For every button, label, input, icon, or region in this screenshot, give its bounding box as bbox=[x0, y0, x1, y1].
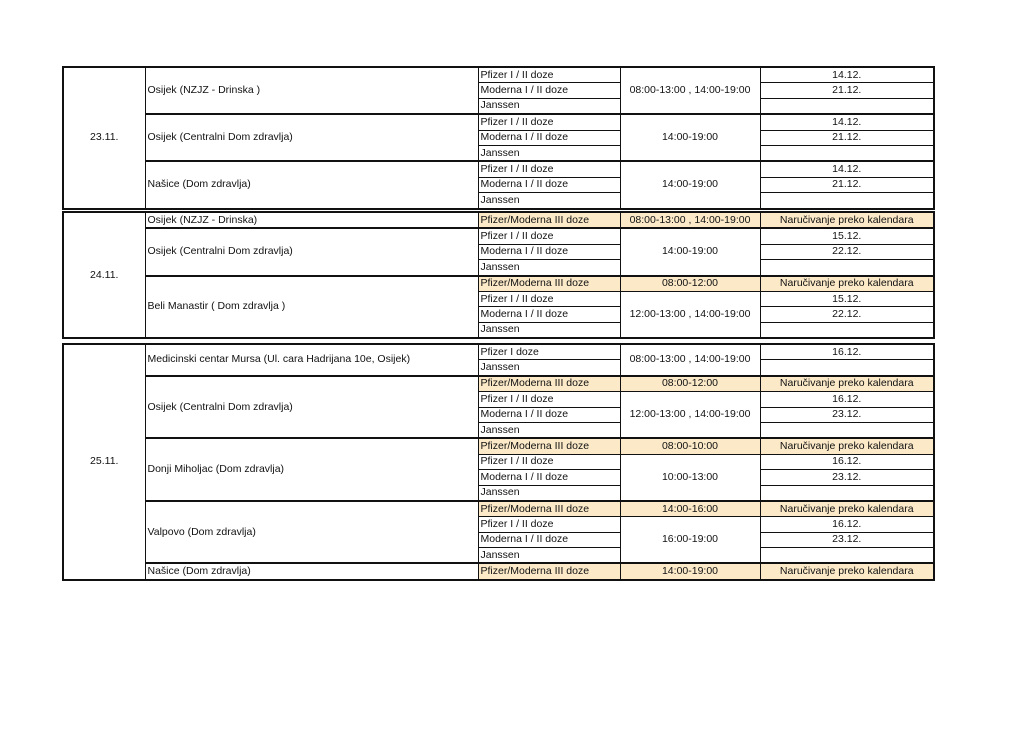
vaccine-cell: Janssen bbox=[478, 360, 620, 376]
time-cell: 12:00-13:00 , 14:00-19:00 bbox=[620, 291, 760, 338]
time-cell: 08:00-12:00 bbox=[620, 276, 760, 292]
second-dose-cell: 23.12. bbox=[760, 407, 934, 422]
location-cell: Valpovo (Dom zdravlja) bbox=[145, 501, 478, 564]
schedule-table-day-3 bbox=[62, 343, 935, 581]
table-row bbox=[63, 438, 934, 454]
table-row bbox=[63, 228, 934, 244]
vaccine-cell: Janssen bbox=[478, 98, 620, 114]
second-dose-cell bbox=[760, 98, 934, 114]
time-cell: 14:00-19:00 bbox=[620, 161, 760, 208]
table-row bbox=[63, 67, 934, 83]
vaccine-cell: Moderna I / II doze bbox=[478, 470, 620, 485]
location-cell: Osijek (Centralni Dom zdravlja) bbox=[145, 228, 478, 275]
second-dose-cell bbox=[760, 548, 934, 564]
vaccine-cell: Pfizer I / II doze bbox=[478, 392, 620, 407]
table-row bbox=[63, 161, 934, 177]
location-cell: Našice (Dom zdravlja) bbox=[145, 161, 478, 208]
vaccine-cell: Pfizer I / II doze bbox=[478, 517, 620, 532]
time-cell: 08:00-13:00 , 14:00-19:00 bbox=[620, 67, 760, 114]
table-row bbox=[63, 376, 934, 392]
second-dose-cell: 22.12. bbox=[760, 244, 934, 259]
second-dose-cell: 23.12. bbox=[760, 470, 934, 485]
second-dose-cell bbox=[760, 422, 934, 438]
location-cell: Osijek (Centralni Dom zdravlja) bbox=[145, 114, 478, 161]
date-cell: 23.11. bbox=[63, 67, 145, 209]
location-cell: Našice (Dom zdravlja) bbox=[145, 563, 478, 579]
vaccine-cell: Pfizer I / II doze bbox=[478, 114, 620, 130]
location-cell: Donji Miholjac (Dom zdravlja) bbox=[145, 438, 478, 501]
vaccine-cell: Moderna I / II doze bbox=[478, 83, 620, 98]
second-dose-cell: 14.12. bbox=[760, 114, 934, 130]
second-dose-cell: 21.12. bbox=[760, 177, 934, 192]
second-dose-cell: 21.12. bbox=[760, 130, 934, 145]
vaccine-cell: Janssen bbox=[478, 322, 620, 338]
second-dose-cell: 21.12. bbox=[760, 83, 934, 98]
second-dose-cell: 15.12. bbox=[760, 228, 934, 244]
vaccine-cell: Pfizer/Moderna III doze bbox=[478, 376, 620, 392]
second-dose-cell: Naručivanje preko kalendara bbox=[760, 438, 934, 454]
vaccine-cell: Pfizer/Moderna III doze bbox=[478, 501, 620, 517]
table-row bbox=[63, 212, 934, 228]
vaccine-cell: Moderna I / II doze bbox=[478, 532, 620, 547]
vaccine-cell: Pfizer I doze bbox=[478, 344, 620, 360]
second-dose-cell: Naručivanje preko kalendara bbox=[760, 276, 934, 292]
location-cell: Osijek (Centralni Dom zdravlja) bbox=[145, 376, 478, 439]
vaccine-cell: Janssen bbox=[478, 485, 620, 501]
vaccine-cell: Janssen bbox=[478, 193, 620, 209]
second-dose-cell bbox=[760, 193, 934, 209]
second-dose-cell bbox=[760, 322, 934, 338]
vaccine-cell: Pfizer/Moderna III doze bbox=[478, 276, 620, 292]
time-cell: 08:00-10:00 bbox=[620, 438, 760, 454]
vaccine-cell: Pfizer/Moderna III doze bbox=[478, 212, 620, 228]
time-cell: 14:00-19:00 bbox=[620, 114, 760, 161]
time-cell: 08:00-13:00 , 14:00-19:00 bbox=[620, 344, 760, 376]
vaccine-cell: Moderna I / II doze bbox=[478, 130, 620, 145]
vaccine-cell: Pfizer I / II doze bbox=[478, 291, 620, 306]
vaccine-cell: Pfizer/Moderna III doze bbox=[478, 438, 620, 454]
second-dose-cell bbox=[760, 260, 934, 276]
time-cell: 14:00-19:00 bbox=[620, 563, 760, 579]
second-dose-cell bbox=[760, 360, 934, 376]
vaccine-cell: Pfizer I / II doze bbox=[478, 228, 620, 244]
table-row bbox=[63, 114, 934, 130]
location-cell: Osijek (NZJZ - Drinska ) bbox=[145, 67, 478, 114]
second-dose-cell: Naručivanje preko kalendara bbox=[760, 376, 934, 392]
vaccine-cell: Moderna I / II doze bbox=[478, 307, 620, 322]
second-dose-cell: 16.12. bbox=[760, 454, 934, 469]
second-dose-cell: 16.12. bbox=[760, 517, 934, 532]
date-cell: 25.11. bbox=[63, 344, 145, 580]
second-dose-cell: 22.12. bbox=[760, 307, 934, 322]
second-dose-cell: 14.12. bbox=[760, 67, 934, 83]
vaccine-cell: Janssen bbox=[478, 548, 620, 564]
table-row bbox=[63, 344, 934, 360]
time-cell: 14:00-19:00 bbox=[620, 228, 760, 275]
date-cell: 24.11. bbox=[63, 212, 145, 338]
second-dose-cell: 14.12. bbox=[760, 161, 934, 177]
second-dose-cell: 23.12. bbox=[760, 532, 934, 547]
second-dose-cell: Naručivanje preko kalendara bbox=[760, 212, 934, 228]
schedule-table-day-1 bbox=[62, 66, 935, 210]
second-dose-cell: Naručivanje preko kalendara bbox=[760, 501, 934, 517]
vaccine-cell: Moderna I / II doze bbox=[478, 407, 620, 422]
location-cell: Medicinski centar Mursa (Ul. cara Hadrijana 10e, Osijek) bbox=[145, 344, 478, 376]
vaccine-cell: Moderna I / II doze bbox=[478, 177, 620, 192]
vaccine-cell: Janssen bbox=[478, 260, 620, 276]
time-cell: 14:00-16:00 bbox=[620, 501, 760, 517]
schedule-table-day-2 bbox=[62, 211, 935, 339]
second-dose-cell bbox=[760, 485, 934, 501]
time-cell: 08:00-12:00 bbox=[620, 376, 760, 392]
second-dose-cell: 16.12. bbox=[760, 344, 934, 360]
location-cell: Osijek (NZJZ - Drinska) bbox=[145, 212, 478, 228]
second-dose-cell: 15.12. bbox=[760, 291, 934, 306]
vaccine-cell: Pfizer/Moderna III doze bbox=[478, 563, 620, 579]
table-row bbox=[63, 276, 934, 292]
second-dose-cell: Naručivanje preko kalendara bbox=[760, 563, 934, 579]
second-dose-cell: 16.12. bbox=[760, 392, 934, 407]
second-dose-cell bbox=[760, 145, 934, 161]
vaccine-cell: Pfizer I / II doze bbox=[478, 161, 620, 177]
time-cell: 08:00-13:00 , 14:00-19:00 bbox=[620, 212, 760, 228]
vaccine-cell: Moderna I / II doze bbox=[478, 244, 620, 259]
vaccine-cell: Pfizer I / II doze bbox=[478, 454, 620, 469]
time-cell: 10:00-13:00 bbox=[620, 454, 760, 501]
time-cell: 12:00-13:00 , 14:00-19:00 bbox=[620, 392, 760, 439]
vaccine-cell: Janssen bbox=[478, 422, 620, 438]
table-row bbox=[63, 501, 934, 517]
location-cell: Beli Manastir ( Dom zdravlja ) bbox=[145, 276, 478, 339]
time-cell: 16:00-19:00 bbox=[620, 517, 760, 564]
vaccine-cell: Janssen bbox=[478, 145, 620, 161]
table-row bbox=[63, 563, 934, 579]
vaccine-cell: Pfizer I / II doze bbox=[478, 67, 620, 83]
